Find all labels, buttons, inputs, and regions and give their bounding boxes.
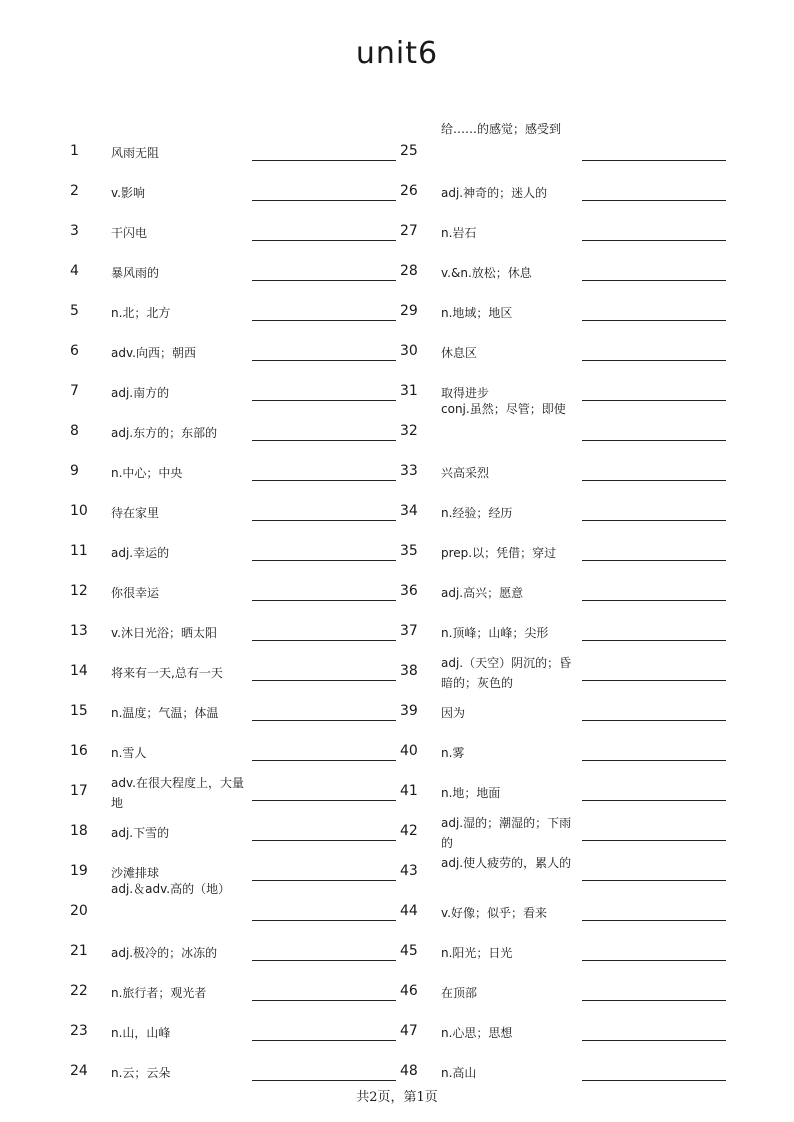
item-number: 20 bbox=[70, 903, 88, 919]
item-number: 33 bbox=[400, 463, 418, 479]
answer-blank[interactable] bbox=[582, 1040, 726, 1041]
vocab-row bbox=[0, 253, 397, 293]
item-number: 8 bbox=[70, 423, 79, 439]
answer-blank[interactable] bbox=[252, 760, 396, 761]
vocab-row bbox=[0, 933, 397, 973]
chinese-term: n.经验；经历 bbox=[441, 506, 513, 520]
chinese-term: 休息区 bbox=[441, 346, 478, 360]
answer-blank[interactable] bbox=[252, 520, 396, 521]
item-number: 27 bbox=[400, 223, 418, 239]
answer-blank[interactable] bbox=[252, 840, 396, 841]
answer-blank[interactable] bbox=[582, 480, 726, 481]
vocab-row bbox=[397, 613, 794, 653]
vocab-row bbox=[0, 133, 397, 173]
answer-blank[interactable] bbox=[252, 1040, 396, 1041]
item-number: 41 bbox=[400, 783, 418, 799]
vocab-row bbox=[397, 253, 794, 293]
vocab-row bbox=[0, 973, 397, 1013]
chinese-term: n.高山 bbox=[441, 1066, 477, 1080]
vocab-row bbox=[0, 773, 397, 813]
answer-blank[interactable] bbox=[582, 360, 726, 361]
vocab-row bbox=[0, 1013, 397, 1053]
answer-blank[interactable] bbox=[252, 280, 396, 281]
item-number: 15 bbox=[70, 703, 88, 719]
answer-blank[interactable] bbox=[252, 160, 396, 161]
vocab-row bbox=[0, 882, 397, 933]
item-number: 42 bbox=[400, 823, 418, 839]
chinese-term: n.雪人 bbox=[111, 746, 147, 760]
item-number: 6 bbox=[70, 343, 79, 359]
item-number: 48 bbox=[400, 1063, 418, 1079]
item-number: 5 bbox=[70, 303, 79, 319]
vocab-row bbox=[397, 453, 794, 493]
answer-blank[interactable] bbox=[252, 600, 396, 601]
chinese-term: 干闪电 bbox=[111, 226, 148, 240]
vocab-row bbox=[397, 813, 794, 853]
item-number: 29 bbox=[400, 303, 418, 319]
chinese-term: v.好像；似乎；看来 bbox=[441, 906, 547, 920]
vocab-row bbox=[397, 893, 794, 933]
chinese-term: v.沐日光浴；晒太阳 bbox=[111, 626, 217, 640]
item-number: 45 bbox=[400, 943, 418, 959]
item-number: 46 bbox=[400, 983, 418, 999]
answer-blank[interactable] bbox=[582, 400, 726, 401]
vocab-row bbox=[0, 813, 397, 853]
vocab-row bbox=[397, 213, 794, 253]
vocab-row bbox=[397, 1013, 794, 1053]
chinese-term: n.阳光；日光 bbox=[441, 946, 513, 960]
chinese-term: adj.湿的；潮湿的；下雨的 bbox=[441, 816, 572, 850]
chinese-term: 因为 bbox=[441, 706, 466, 720]
answer-blank[interactable] bbox=[582, 880, 726, 881]
chinese-term: adj.使人疲劳的，累人的 bbox=[441, 856, 572, 870]
vocab-row bbox=[397, 693, 794, 733]
vocab-row bbox=[397, 653, 794, 693]
chinese-term: adj.南方的 bbox=[111, 386, 170, 400]
vocab-row bbox=[0, 613, 397, 653]
answer-blank[interactable] bbox=[252, 960, 396, 961]
chinese-term: adj.东方的；东部的 bbox=[111, 426, 218, 440]
item-number: 2 bbox=[70, 183, 79, 199]
vocab-row bbox=[0, 453, 397, 493]
chinese-term: adv.在很大程度上，大量地 bbox=[111, 776, 244, 810]
vocab-row bbox=[0, 213, 397, 253]
page-title: unit6 bbox=[355, 36, 439, 71]
answer-blank[interactable] bbox=[582, 600, 726, 601]
chinese-term: n.地；地面 bbox=[441, 786, 501, 800]
answer-blank[interactable] bbox=[252, 200, 396, 201]
chinese-term: conj.虽然；尽管；即使 bbox=[441, 402, 566, 416]
chinese-term: n.中心；中央 bbox=[111, 466, 183, 480]
answer-blank[interactable] bbox=[582, 920, 726, 921]
answer-blank[interactable] bbox=[582, 720, 726, 721]
chinese-term: prep.以；凭借；穿过 bbox=[441, 546, 557, 560]
item-number: 16 bbox=[70, 743, 88, 759]
answer-blank[interactable] bbox=[582, 960, 726, 961]
item-number: 3 bbox=[70, 223, 79, 239]
vocab-row bbox=[397, 853, 794, 893]
item-number: 23 bbox=[70, 1023, 88, 1039]
chinese-term: 风雨无阻 bbox=[111, 146, 160, 160]
item-number: 19 bbox=[70, 863, 88, 879]
vocab-row bbox=[397, 733, 794, 773]
vocab-row bbox=[397, 493, 794, 533]
answer-blank[interactable] bbox=[252, 880, 396, 881]
vocab-row bbox=[0, 173, 397, 213]
answer-blank[interactable] bbox=[252, 360, 396, 361]
item-number: 36 bbox=[400, 583, 418, 599]
chinese-term: adj.极冷的；冰冻的 bbox=[111, 946, 218, 960]
chinese-term: adj.幸运的 bbox=[111, 546, 170, 560]
item-number: 17 bbox=[70, 783, 88, 799]
vocab-row bbox=[397, 173, 794, 213]
chinese-term: 取得进步 bbox=[441, 386, 490, 400]
answer-blank[interactable] bbox=[252, 800, 396, 801]
item-number: 47 bbox=[400, 1023, 418, 1039]
item-number: 34 bbox=[400, 503, 418, 519]
answer-blank[interactable] bbox=[252, 240, 396, 241]
item-number: 44 bbox=[400, 903, 418, 919]
answer-blank[interactable] bbox=[252, 920, 396, 921]
chinese-term: v.&n.放松；休息 bbox=[441, 266, 532, 280]
answer-blank[interactable] bbox=[252, 400, 396, 401]
item-number: 35 bbox=[400, 543, 418, 559]
chinese-term: adj.下雪的 bbox=[111, 826, 170, 840]
answer-blank[interactable] bbox=[252, 560, 396, 561]
answer-blank[interactable] bbox=[582, 320, 726, 321]
vocab-row bbox=[0, 413, 397, 453]
item-number: 1 bbox=[70, 143, 79, 159]
item-number: 11 bbox=[70, 543, 88, 559]
answer-blank[interactable] bbox=[582, 640, 726, 641]
chinese-term: 沙滩排球 bbox=[111, 866, 160, 880]
vocab-row bbox=[397, 122, 794, 173]
answer-blank[interactable] bbox=[252, 440, 396, 441]
answer-blank[interactable] bbox=[582, 1080, 726, 1081]
item-number: 25 bbox=[400, 143, 418, 159]
page-footer: 共2页，第1页 bbox=[356, 1090, 438, 1105]
answer-blank[interactable] bbox=[582, 240, 726, 241]
chinese-term: n.温度；气温；体温 bbox=[111, 706, 219, 720]
vocab-row bbox=[397, 773, 794, 813]
vocab-row bbox=[397, 973, 794, 1013]
item-number: 12 bbox=[70, 583, 88, 599]
answer-blank[interactable] bbox=[582, 840, 726, 841]
chinese-term: 暴风雨的 bbox=[111, 266, 160, 280]
answer-blank[interactable] bbox=[252, 480, 396, 481]
item-number: 39 bbox=[400, 703, 418, 719]
vocab-row bbox=[397, 533, 794, 573]
chinese-term: 你很幸运 bbox=[111, 586, 160, 600]
answer-blank[interactable] bbox=[252, 320, 396, 321]
answer-blank[interactable] bbox=[582, 760, 726, 761]
answer-blank[interactable] bbox=[252, 1000, 396, 1001]
answer-blank[interactable] bbox=[252, 1080, 396, 1081]
chinese-term: 兴高采烈 bbox=[441, 466, 490, 480]
item-number: 38 bbox=[400, 663, 418, 679]
vocab-row bbox=[0, 533, 397, 573]
chinese-term: adj.（天空）阴沉的；昏暗的；灰色的 bbox=[441, 656, 572, 690]
item-number: 7 bbox=[70, 383, 79, 399]
vocab-row bbox=[397, 402, 794, 453]
item-number: 28 bbox=[400, 263, 418, 279]
item-number: 22 bbox=[70, 983, 88, 999]
item-number: 13 bbox=[70, 623, 88, 639]
item-number: 37 bbox=[400, 623, 418, 639]
chinese-term: 待在家里 bbox=[111, 506, 160, 520]
item-number: 26 bbox=[400, 183, 418, 199]
vocab-row bbox=[0, 653, 397, 693]
chinese-term: 给……的感觉；感受到 bbox=[441, 122, 562, 136]
answer-blank[interactable] bbox=[582, 800, 726, 801]
answer-blank[interactable] bbox=[252, 640, 396, 641]
answer-blank[interactable] bbox=[582, 440, 726, 441]
chinese-term: n.云；云朵 bbox=[111, 1066, 171, 1080]
chinese-term: adv.向西；朝西 bbox=[111, 346, 196, 360]
chinese-term: adj.高兴；愿意 bbox=[441, 586, 524, 600]
item-number: 31 bbox=[400, 383, 418, 399]
item-number: 43 bbox=[400, 863, 418, 879]
item-number: 24 bbox=[70, 1063, 88, 1079]
vocab-row bbox=[0, 373, 397, 413]
chinese-term: n.岩石 bbox=[441, 226, 477, 240]
chinese-term: n.旅行者；观光者 bbox=[111, 986, 207, 1000]
chinese-term: n.顶峰；山峰；尖形 bbox=[441, 626, 549, 640]
answer-blank[interactable] bbox=[582, 560, 726, 561]
vocab-row bbox=[0, 733, 397, 773]
answer-blank[interactable] bbox=[582, 1000, 726, 1001]
vocab-row bbox=[0, 493, 397, 533]
item-number: 21 bbox=[70, 943, 88, 959]
chinese-term: v.影响 bbox=[111, 186, 145, 200]
answer-blank[interactable] bbox=[582, 200, 726, 201]
vocab-row bbox=[0, 693, 397, 733]
vocab-row bbox=[397, 933, 794, 973]
answer-blank[interactable] bbox=[582, 680, 726, 681]
chinese-term: adj.＆adv.高的（地） bbox=[111, 882, 231, 896]
item-number: 10 bbox=[70, 503, 88, 519]
chinese-term: n.雾 bbox=[441, 746, 465, 760]
item-number: 14 bbox=[70, 663, 88, 679]
item-number: 9 bbox=[70, 463, 79, 479]
chinese-term: 将来有一天,总有一天 bbox=[111, 666, 223, 680]
chinese-term: n.心思；思想 bbox=[441, 1026, 513, 1040]
item-number: 4 bbox=[70, 263, 79, 279]
chinese-term: adj.神奇的；迷人的 bbox=[441, 186, 548, 200]
vocab-row bbox=[397, 333, 794, 373]
answer-blank[interactable] bbox=[582, 160, 726, 161]
vocab-row bbox=[397, 573, 794, 613]
chinese-term: n.北；北方 bbox=[111, 306, 171, 320]
item-number: 40 bbox=[400, 743, 418, 759]
item-number: 30 bbox=[400, 343, 418, 359]
answer-blank[interactable] bbox=[252, 720, 396, 721]
item-number: 18 bbox=[70, 823, 88, 839]
answer-blank[interactable] bbox=[252, 680, 396, 681]
vocab-row bbox=[0, 573, 397, 613]
vocab-row bbox=[0, 333, 397, 373]
answer-blank[interactable] bbox=[582, 520, 726, 521]
chinese-term: n.地域；地区 bbox=[441, 306, 513, 320]
item-number: 32 bbox=[400, 423, 418, 439]
vocab-row bbox=[397, 293, 794, 333]
answer-blank[interactable] bbox=[582, 280, 726, 281]
chinese-term: 在顶部 bbox=[441, 986, 478, 1000]
vocab-row bbox=[0, 293, 397, 333]
chinese-term: n.山，山峰 bbox=[111, 1026, 171, 1040]
